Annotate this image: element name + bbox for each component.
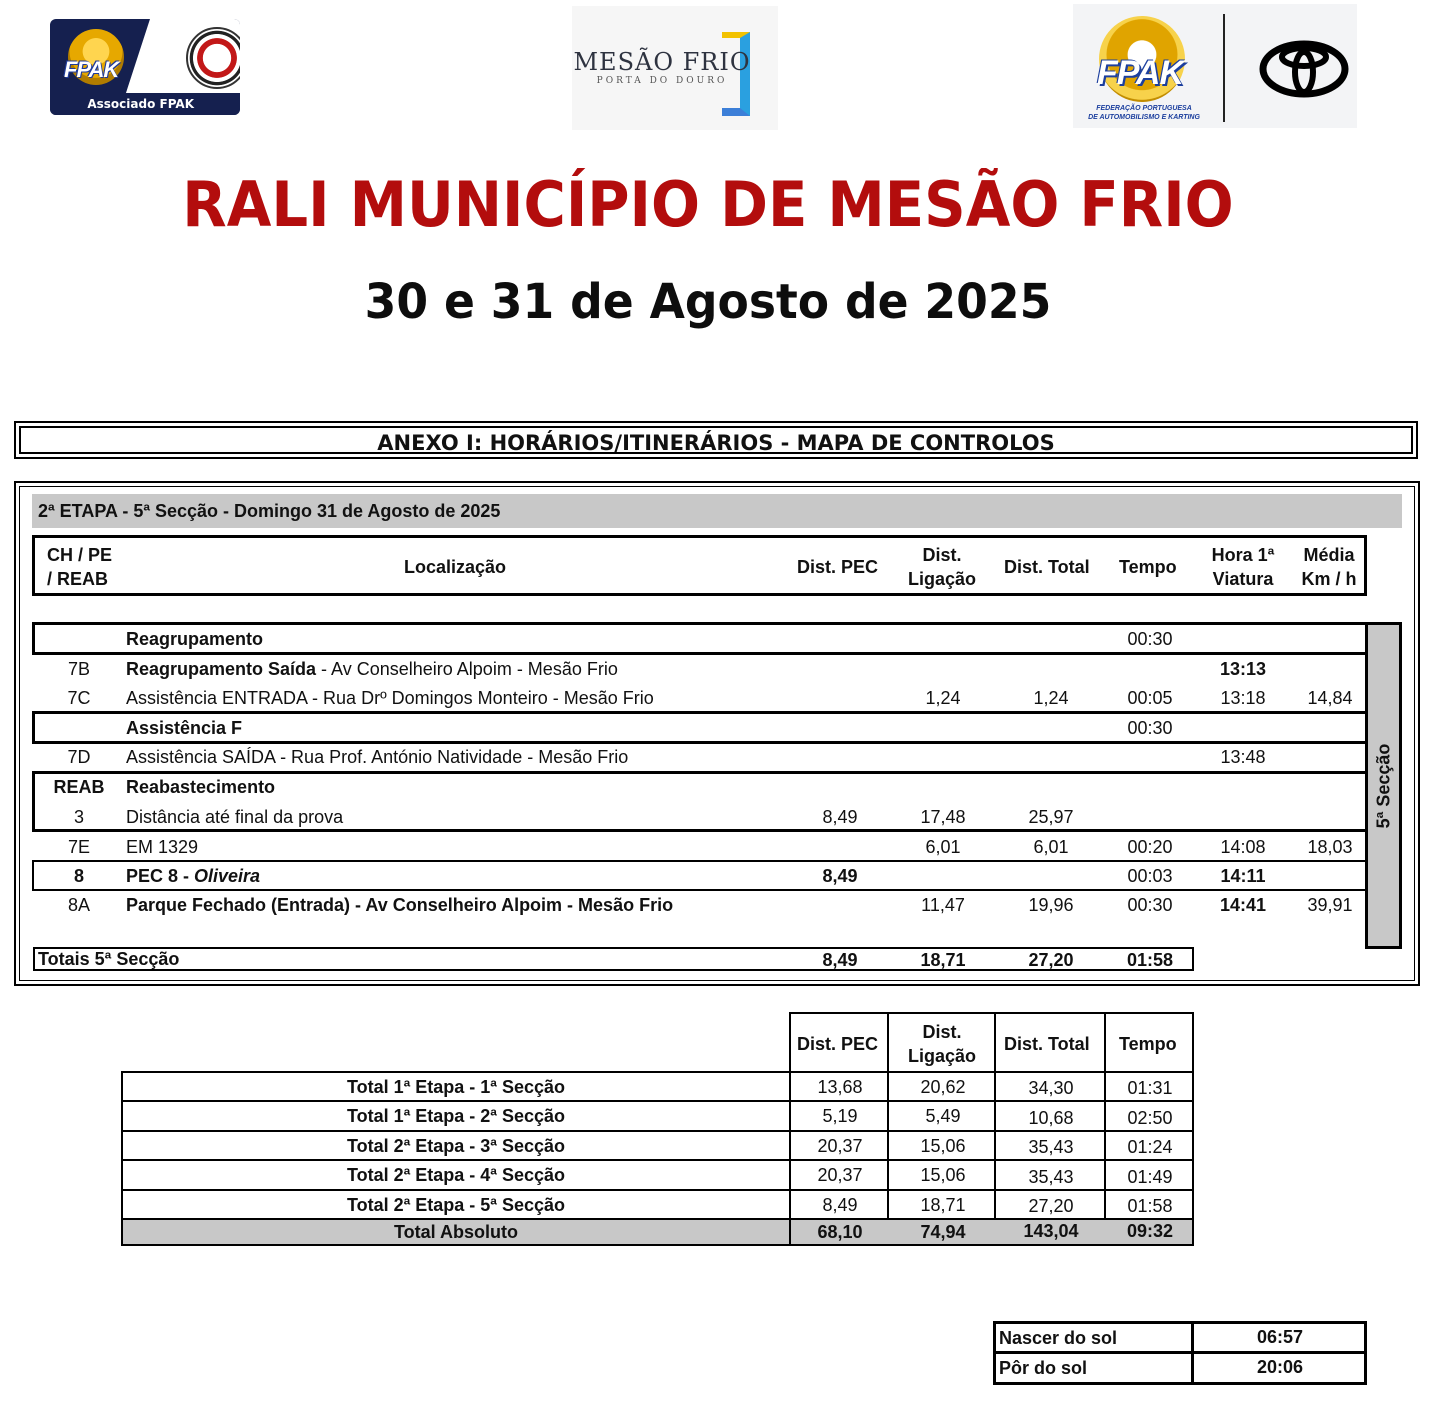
section-totals-label: Totais 5ª Secção [38,949,180,969]
annex-header: ANEXO I: HORÁRIOS/ITINERÁRIOS - MAPA DE CONTROLOS [14,421,1418,459]
header-dist-ligacao: Dist. Ligação [907,545,977,589]
logo-caption: Associado FPAK [50,93,240,115]
page-title: RALI MUNICÍPIO DE MESÃO FRIO [182,168,1234,241]
sunrise-label: Nascer do sol [999,1328,1118,1348]
section-side-label: 5ª Secção [1365,622,1402,949]
header-ch: CH / PE / REAB [47,545,113,589]
fpak-toyota-logo: FPAK FEDERAÇÃO PORTUGUESA DE AUTOMOBILISMO E KARTING [1073,4,1357,128]
header-tempo: Tempo [1119,557,1177,577]
header-localizacao: Localização [404,557,507,577]
sunset-label: Pôr do sol [999,1358,1088,1378]
toyota-logo-icon [1259,40,1349,98]
header-dist-pec: Dist. PEC [797,557,879,577]
sunset-time: 20:06 [1256,1357,1304,1377]
header-media: Média Km / h [1301,545,1357,589]
sunrise-time: 06:57 [1256,1327,1304,1347]
mesao-frio-logo: MESÃO FRIO PORTA DO DOURO [572,6,778,130]
club-seal-icon [186,27,240,89]
header-hora: Hora 1ª Viatura [1211,545,1275,589]
event-date: 30 e 31 de Agosto de 2025 [364,274,1052,330]
fpak-associado-logo: FPAK Associado FPAK [50,19,240,115]
stage-title: 2ª ETAPA - 5ª Secção - Domingo 31 de Agosto de 2025 [32,494,1402,528]
header-dist-total: Dist. Total [1004,557,1090,577]
